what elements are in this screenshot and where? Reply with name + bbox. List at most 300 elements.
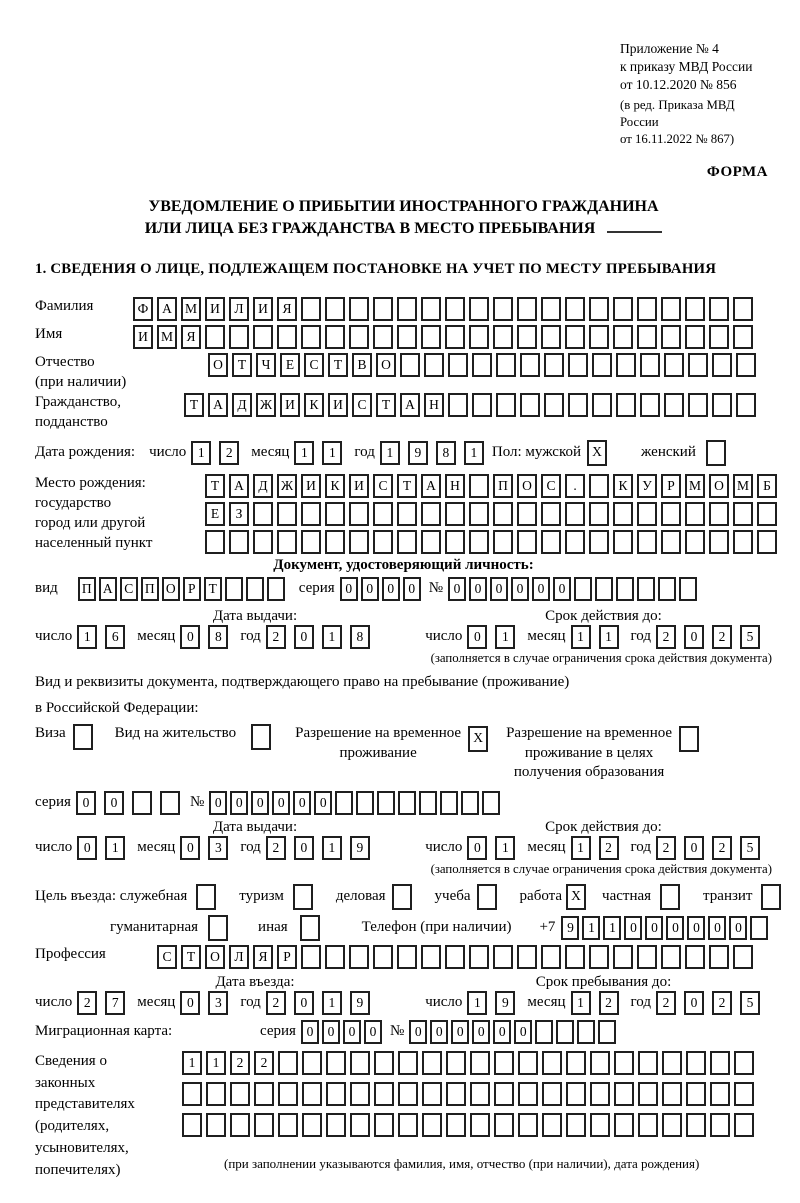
char-cell[interactable]: 0 [430, 1020, 448, 1044]
char-cell[interactable] [206, 1113, 226, 1137]
char-cell[interactable]: И [349, 474, 369, 498]
char-cell[interactable] [470, 1082, 490, 1106]
char-cell[interactable] [660, 884, 680, 910]
char-cell[interactable]: Т [328, 353, 348, 377]
char-cell[interactable] [278, 1113, 298, 1137]
char-cell[interactable] [182, 1113, 202, 1137]
char-cell[interactable] [470, 1051, 490, 1075]
char-cell[interactable]: 7 [105, 991, 125, 1015]
char-cell[interactable]: 1 [182, 1051, 202, 1075]
char-cell[interactable] [565, 530, 585, 554]
char-cell[interactable]: В [352, 353, 372, 377]
char-cell[interactable] [734, 1113, 754, 1137]
char-cell[interactable] [637, 577, 655, 601]
char-cell[interactable]: М [181, 297, 201, 321]
char-cell[interactable]: 2 [656, 625, 676, 649]
char-cell[interactable] [556, 1020, 574, 1044]
char-cell[interactable]: . [565, 474, 585, 498]
char-cell[interactable] [373, 945, 393, 969]
char-cell[interactable]: 1 [599, 625, 619, 649]
char-cell[interactable] [590, 1051, 610, 1075]
char-cell[interactable]: Ж [277, 474, 297, 498]
char-cell[interactable]: 2 [230, 1051, 250, 1075]
char-cell[interactable] [335, 791, 353, 815]
checkbox-purpose-study[interactable] [477, 884, 497, 910]
char-cell[interactable] [733, 502, 753, 526]
char-cell[interactable] [398, 1082, 418, 1106]
char-cell[interactable]: 1 [380, 441, 400, 465]
checkbox-sex-female[interactable] [706, 440, 726, 466]
char-cell[interactable] [469, 325, 489, 349]
char-cell[interactable] [494, 1113, 514, 1137]
char-cell[interactable]: Т [397, 474, 417, 498]
char-cell[interactable] [658, 577, 676, 601]
char-cell[interactable] [565, 945, 585, 969]
char-cell[interactable]: 0 [343, 1020, 361, 1044]
char-cell[interactable] [253, 502, 273, 526]
char-cell[interactable] [518, 1113, 538, 1137]
char-cell[interactable] [446, 1082, 466, 1106]
char-cell[interactable] [616, 393, 636, 417]
char-cell[interactable] [589, 945, 609, 969]
char-cell[interactable] [301, 297, 321, 321]
char-cell[interactable] [638, 1113, 658, 1137]
char-cell[interactable] [750, 916, 768, 940]
char-cell[interactable] [469, 474, 489, 498]
char-cell[interactable]: 1 [77, 625, 97, 649]
char-cell[interactable] [496, 393, 516, 417]
char-cell[interactable]: С [352, 393, 372, 417]
char-cell[interactable]: 2 [254, 1051, 274, 1075]
char-cell[interactable] [267, 577, 285, 601]
char-cell[interactable] [205, 530, 225, 554]
char-cell[interactable]: 1 [322, 836, 342, 860]
char-cell[interactable]: 0 [493, 1020, 511, 1044]
char-cell[interactable] [712, 353, 732, 377]
char-cell[interactable] [325, 502, 345, 526]
char-cell[interactable]: X [587, 440, 607, 466]
char-cell[interactable] [592, 393, 612, 417]
checkbox-residence-permit[interactable] [251, 724, 271, 750]
char-cell[interactable] [517, 502, 537, 526]
char-cell[interactable] [374, 1113, 394, 1137]
char-cell[interactable]: 0 [467, 836, 487, 860]
char-cell[interactable]: 0 [645, 916, 663, 940]
char-cell[interactable]: 0 [230, 791, 248, 815]
char-cell[interactable]: 1 [582, 916, 600, 940]
char-cell[interactable]: К [613, 474, 633, 498]
char-cell[interactable]: 0 [180, 625, 200, 649]
char-cell[interactable] [520, 393, 540, 417]
char-cell[interactable] [424, 353, 444, 377]
char-cell[interactable] [590, 1082, 610, 1106]
char-cell[interactable] [301, 530, 321, 554]
char-cell[interactable]: Л [229, 297, 249, 321]
char-cell[interactable]: 2 [599, 836, 619, 860]
char-cell[interactable]: И [253, 297, 273, 321]
char-cell[interactable] [706, 440, 726, 466]
checkbox-purpose-tourism[interactable] [293, 884, 313, 910]
char-cell[interactable]: 0 [684, 991, 704, 1015]
char-cell[interactable]: 5 [740, 625, 760, 649]
char-cell[interactable] [662, 1082, 682, 1106]
char-cell[interactable] [733, 530, 753, 554]
char-cell[interactable]: 1 [467, 991, 487, 1015]
char-cell[interactable] [300, 915, 320, 941]
char-cell[interactable] [664, 393, 684, 417]
char-cell[interactable] [565, 502, 585, 526]
char-cell[interactable]: 2 [219, 441, 239, 465]
char-cell[interactable] [541, 945, 561, 969]
char-cell[interactable]: Т [205, 474, 225, 498]
char-cell[interactable] [590, 1113, 610, 1137]
char-cell[interactable]: И [205, 297, 225, 321]
char-cell[interactable]: Т [232, 353, 252, 377]
char-cell[interactable] [614, 1082, 634, 1106]
char-cell[interactable] [253, 325, 273, 349]
char-cell[interactable]: 0 [272, 791, 290, 815]
char-cell[interactable] [542, 1051, 562, 1075]
char-cell[interactable] [493, 297, 513, 321]
char-cell[interactable] [246, 577, 264, 601]
char-cell[interactable] [350, 1113, 370, 1137]
char-cell[interactable] [614, 1113, 634, 1137]
char-cell[interactable]: У [637, 474, 657, 498]
char-cell[interactable] [640, 353, 660, 377]
char-cell[interactable]: Д [253, 474, 273, 498]
char-cell[interactable] [661, 945, 681, 969]
char-cell[interactable] [733, 297, 753, 321]
char-cell[interactable]: М [733, 474, 753, 498]
char-cell[interactable] [518, 1051, 538, 1075]
char-cell[interactable] [397, 945, 417, 969]
char-cell[interactable]: Л [229, 945, 249, 969]
char-cell[interactable] [616, 577, 634, 601]
char-cell[interactable] [472, 393, 492, 417]
char-cell[interactable] [397, 297, 417, 321]
char-cell[interactable] [182, 1082, 202, 1106]
char-cell[interactable] [493, 325, 513, 349]
char-cell[interactable] [301, 945, 321, 969]
char-cell[interactable] [469, 945, 489, 969]
char-cell[interactable]: О [208, 353, 228, 377]
char-cell[interactable]: 2 [77, 991, 97, 1015]
char-cell[interactable] [638, 1082, 658, 1106]
char-cell[interactable]: О [205, 945, 225, 969]
char-cell[interactable] [469, 530, 489, 554]
char-cell[interactable] [614, 1051, 634, 1075]
char-cell[interactable] [640, 393, 660, 417]
char-cell[interactable]: 0 [729, 916, 747, 940]
checkbox-purpose-other[interactable] [300, 915, 320, 941]
char-cell[interactable] [686, 1082, 706, 1106]
char-cell[interactable] [374, 1082, 394, 1106]
char-cell[interactable] [398, 1113, 418, 1137]
char-cell[interactable] [461, 791, 479, 815]
char-cell[interactable]: О [517, 474, 537, 498]
char-cell[interactable] [688, 353, 708, 377]
char-cell[interactable]: М [685, 474, 705, 498]
char-cell[interactable] [613, 502, 633, 526]
char-cell[interactable] [472, 353, 492, 377]
char-cell[interactable] [709, 945, 729, 969]
char-cell[interactable] [301, 502, 321, 526]
char-cell[interactable]: 5 [740, 991, 760, 1015]
char-cell[interactable] [446, 1051, 466, 1075]
char-cell[interactable] [160, 791, 180, 815]
char-cell[interactable] [542, 1113, 562, 1137]
checkbox-purpose-private[interactable] [660, 884, 680, 910]
char-cell[interactable] [373, 530, 393, 554]
char-cell[interactable] [349, 530, 369, 554]
char-cell[interactable] [679, 726, 699, 752]
char-cell[interactable]: 0 [301, 1020, 319, 1044]
char-cell[interactable] [374, 1051, 394, 1075]
char-cell[interactable] [710, 1082, 730, 1106]
char-cell[interactable] [710, 1113, 730, 1137]
char-cell[interactable]: 0 [294, 625, 314, 649]
char-cell[interactable] [541, 530, 561, 554]
char-cell[interactable]: 5 [740, 836, 760, 860]
char-cell[interactable]: 1 [464, 441, 484, 465]
char-cell[interactable]: И [301, 474, 321, 498]
char-cell[interactable]: 0 [251, 791, 269, 815]
char-cell[interactable]: Я [277, 297, 297, 321]
char-cell[interactable]: 0 [511, 577, 529, 601]
char-cell[interactable] [494, 1051, 514, 1075]
char-cell[interactable] [421, 945, 441, 969]
char-cell[interactable] [421, 530, 441, 554]
char-cell[interactable] [598, 1020, 616, 1044]
char-cell[interactable] [637, 945, 657, 969]
char-cell[interactable]: 0 [180, 991, 200, 1015]
char-cell[interactable]: 0 [209, 791, 227, 815]
char-cell[interactable] [397, 325, 417, 349]
char-cell[interactable] [448, 393, 468, 417]
char-cell[interactable]: 2 [656, 836, 676, 860]
char-cell[interactable] [685, 530, 705, 554]
char-cell[interactable] [566, 1082, 586, 1106]
char-cell[interactable] [613, 325, 633, 349]
char-cell[interactable]: И [328, 393, 348, 417]
char-cell[interactable] [613, 530, 633, 554]
char-cell[interactable]: 0 [553, 577, 571, 601]
char-cell[interactable] [517, 945, 537, 969]
char-cell[interactable] [278, 1051, 298, 1075]
char-cell[interactable]: 0 [666, 916, 684, 940]
char-cell[interactable]: И [133, 325, 153, 349]
char-cell[interactable]: Ф [133, 297, 153, 321]
char-cell[interactable] [686, 1113, 706, 1137]
char-cell[interactable] [566, 1113, 586, 1137]
char-cell[interactable]: 8 [350, 625, 370, 649]
checkbox-rvp[interactable] [468, 726, 488, 752]
char-cell[interactable] [493, 945, 513, 969]
char-cell[interactable]: 2 [712, 991, 732, 1015]
char-cell[interactable] [400, 353, 420, 377]
char-cell[interactable] [568, 393, 588, 417]
char-cell[interactable]: 0 [514, 1020, 532, 1044]
char-cell[interactable] [325, 530, 345, 554]
char-cell[interactable]: М [157, 325, 177, 349]
char-cell[interactable] [132, 791, 152, 815]
char-cell[interactable]: 9 [495, 991, 515, 1015]
char-cell[interactable] [445, 325, 465, 349]
char-cell[interactable]: А [208, 393, 228, 417]
char-cell[interactable]: А [99, 577, 117, 601]
char-cell[interactable]: 0 [364, 1020, 382, 1044]
char-cell[interactable] [254, 1113, 274, 1137]
char-cell[interactable] [251, 724, 271, 750]
char-cell[interactable] [709, 530, 729, 554]
checkbox-purpose-business[interactable] [392, 884, 412, 910]
char-cell[interactable]: 9 [408, 441, 428, 465]
char-cell[interactable] [326, 1082, 346, 1106]
char-cell[interactable]: Т [181, 945, 201, 969]
char-cell[interactable]: 8 [436, 441, 456, 465]
char-cell[interactable] [445, 945, 465, 969]
checkbox-purpose-transit[interactable] [761, 884, 781, 910]
char-cell[interactable] [196, 884, 216, 910]
char-cell[interactable] [565, 297, 585, 321]
char-cell[interactable] [445, 502, 465, 526]
char-cell[interactable] [577, 1020, 595, 1044]
char-cell[interactable]: Б [757, 474, 777, 498]
char-cell[interactable] [664, 353, 684, 377]
char-cell[interactable] [637, 502, 657, 526]
char-cell[interactable] [686, 1051, 706, 1075]
char-cell[interactable] [685, 325, 705, 349]
char-cell[interactable] [277, 530, 297, 554]
char-cell[interactable] [302, 1082, 322, 1106]
char-cell[interactable] [685, 297, 705, 321]
char-cell[interactable]: П [141, 577, 159, 601]
char-cell[interactable] [566, 1051, 586, 1075]
char-cell[interactable]: 6 [105, 625, 125, 649]
char-cell[interactable]: 0 [77, 836, 97, 860]
char-cell[interactable]: И [280, 393, 300, 417]
char-cell[interactable] [517, 325, 537, 349]
char-cell[interactable]: Е [280, 353, 300, 377]
char-cell[interactable]: 1 [495, 836, 515, 860]
char-cell[interactable]: 0 [409, 1020, 427, 1044]
char-cell[interactable] [469, 297, 489, 321]
checkbox-purpose-work[interactable] [566, 884, 586, 910]
char-cell[interactable]: Н [424, 393, 444, 417]
char-cell[interactable] [542, 1082, 562, 1106]
char-cell[interactable] [662, 1113, 682, 1137]
char-cell[interactable]: 2 [266, 625, 286, 649]
char-cell[interactable] [592, 353, 612, 377]
char-cell[interactable]: 3 [208, 991, 228, 1015]
char-cell[interactable]: X [468, 726, 488, 752]
char-cell[interactable] [421, 325, 441, 349]
char-cell[interactable] [613, 945, 633, 969]
char-cell[interactable] [544, 353, 564, 377]
char-cell[interactable] [733, 945, 753, 969]
char-cell[interactable] [712, 393, 732, 417]
char-cell[interactable]: 1 [571, 836, 591, 860]
char-cell[interactable] [661, 530, 681, 554]
char-cell[interactable] [637, 530, 657, 554]
char-cell[interactable] [302, 1051, 322, 1075]
char-cell[interactable] [661, 502, 681, 526]
char-cell[interactable] [662, 1051, 682, 1075]
char-cell[interactable]: 1 [603, 916, 621, 940]
checkbox-rvp-edu[interactable] [679, 726, 699, 752]
char-cell[interactable] [421, 502, 441, 526]
char-cell[interactable] [496, 353, 516, 377]
char-cell[interactable]: С [541, 474, 561, 498]
char-cell[interactable]: К [304, 393, 324, 417]
char-cell[interactable] [661, 325, 681, 349]
char-cell[interactable]: 2 [599, 991, 619, 1015]
char-cell[interactable] [398, 1051, 418, 1075]
char-cell[interactable]: 0 [293, 791, 311, 815]
char-cell[interactable]: З [229, 502, 249, 526]
char-cell[interactable] [373, 297, 393, 321]
char-cell[interactable] [448, 353, 468, 377]
char-cell[interactable] [709, 325, 729, 349]
char-cell[interactable]: 0 [469, 577, 487, 601]
char-cell[interactable] [392, 884, 412, 910]
char-cell[interactable]: 0 [684, 836, 704, 860]
checkbox-purpose-humanitarian[interactable] [208, 915, 228, 941]
char-cell[interactable]: 3 [208, 836, 228, 860]
char-cell[interactable] [350, 1051, 370, 1075]
char-cell[interactable] [761, 884, 781, 910]
char-cell[interactable] [350, 1082, 370, 1106]
char-cell[interactable]: 1 [495, 625, 515, 649]
char-cell[interactable] [709, 502, 729, 526]
char-cell[interactable]: Ж [256, 393, 276, 417]
char-cell[interactable] [445, 297, 465, 321]
char-cell[interactable] [397, 530, 417, 554]
char-cell[interactable]: А [229, 474, 249, 498]
char-cell[interactable] [595, 577, 613, 601]
char-cell[interactable]: А [157, 297, 177, 321]
char-cell[interactable] [477, 884, 497, 910]
char-cell[interactable]: 2 [266, 836, 286, 860]
char-cell[interactable]: Н [445, 474, 465, 498]
char-cell[interactable] [736, 393, 756, 417]
char-cell[interactable] [574, 577, 592, 601]
char-cell[interactable] [230, 1082, 250, 1106]
char-cell[interactable]: 1 [322, 441, 342, 465]
char-cell[interactable]: 1 [571, 991, 591, 1015]
char-cell[interactable] [493, 502, 513, 526]
char-cell[interactable] [679, 577, 697, 601]
char-cell[interactable] [421, 297, 441, 321]
char-cell[interactable]: Я [181, 325, 201, 349]
char-cell[interactable] [734, 1082, 754, 1106]
char-cell[interactable] [278, 1082, 298, 1106]
char-cell[interactable] [326, 1051, 346, 1075]
char-cell[interactable] [253, 530, 273, 554]
char-cell[interactable] [373, 325, 393, 349]
char-cell[interactable] [373, 502, 393, 526]
char-cell[interactable]: Д [232, 393, 252, 417]
char-cell[interactable] [349, 502, 369, 526]
char-cell[interactable] [757, 502, 777, 526]
char-cell[interactable] [470, 1113, 490, 1137]
char-cell[interactable] [589, 474, 609, 498]
char-cell[interactable] [589, 502, 609, 526]
char-cell[interactable]: 0 [340, 577, 358, 601]
char-cell[interactable]: 0 [448, 577, 466, 601]
char-cell[interactable] [230, 1113, 250, 1137]
char-cell[interactable] [544, 393, 564, 417]
